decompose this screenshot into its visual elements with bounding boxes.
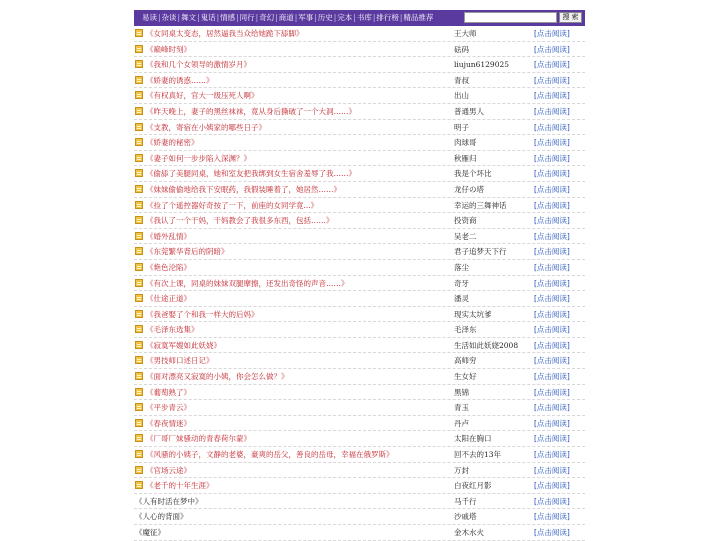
nav-separator: | xyxy=(177,13,181,22)
book-icon xyxy=(135,216,143,224)
read-link[interactable]: [点击阅读] xyxy=(534,91,570,101)
list-item xyxy=(134,229,585,245)
book-icon xyxy=(135,91,143,99)
book-icon xyxy=(135,76,143,84)
list-item xyxy=(134,135,585,151)
read-link[interactable]: [点击阅读] xyxy=(534,29,570,38)
read-link[interactable]: [点击阅读] xyxy=(534,465,570,475)
nav-separator: | xyxy=(399,13,403,22)
book-icon xyxy=(135,434,143,442)
book-title-link[interactable]: 《春夜情迷》 xyxy=(146,418,191,428)
list-item xyxy=(134,73,585,89)
book-title-link[interactable]: 《支教，寄宿在小姨家的哪些日子》 xyxy=(146,122,266,132)
read-link[interactable]: [点击阅读] xyxy=(534,434,570,444)
read-link[interactable]: [点击阅读] xyxy=(534,496,570,506)
book-author: 回不去的13年 xyxy=(454,450,502,460)
read-link[interactable]: [点击阅读] xyxy=(534,153,570,163)
book-author: liujun6129025 xyxy=(454,60,510,70)
read-link[interactable]: [点击阅读] xyxy=(534,138,570,148)
book-title-link[interactable]: 《人心的背面》 xyxy=(135,512,188,522)
read-link[interactable]: [点击阅读] xyxy=(534,200,570,210)
read-link[interactable]: [点击阅读] xyxy=(534,216,570,226)
book-title-link[interactable]: 《娇妻的诱惑……》 xyxy=(146,75,214,85)
list-item xyxy=(134,166,585,182)
book-author: 砝码 xyxy=(454,44,469,54)
book-title-link[interactable]: 《仕途正道》 xyxy=(146,294,191,304)
read-link[interactable]: [点击阅读] xyxy=(534,372,570,382)
book-title-link[interactable]: 《老千的十年生涯》 xyxy=(146,481,214,491)
book-title-link[interactable]: 《有次上课，同桌的妹妹双腿摩擦，还发出奇怪的声音……》 xyxy=(146,278,349,288)
book-author: 我是个坏比 xyxy=(454,169,492,179)
nav-separator: | xyxy=(197,13,200,22)
book-list xyxy=(134,26,585,541)
read-link[interactable]: [点击阅读] xyxy=(534,309,570,319)
book-icon xyxy=(135,356,143,364)
book-title-link[interactable]: 《偷舔了美腿同桌，她和室友把我绑到女生宿舍羞辱了我……》 xyxy=(146,169,356,179)
read-link[interactable]: [点击阅读] xyxy=(534,106,570,116)
book-author: 落尘 xyxy=(454,262,469,272)
book-title-link[interactable]: 《巅峰时刻》 xyxy=(146,44,191,54)
list-item xyxy=(134,338,585,354)
list-item xyxy=(134,151,585,167)
list-item xyxy=(134,322,585,338)
book-icon xyxy=(135,45,143,53)
read-link[interactable]: [点击阅读] xyxy=(534,60,570,70)
list-item xyxy=(134,353,585,369)
read-link[interactable]: [点击阅读] xyxy=(534,356,570,366)
read-link[interactable]: [点击阅读] xyxy=(534,512,570,522)
book-author: 黑锦 xyxy=(454,387,469,397)
book-author: 秋雁归 xyxy=(454,153,477,163)
nav-separator: | xyxy=(372,13,376,22)
read-link[interactable]: [点击阅读] xyxy=(534,294,570,304)
book-author: 生活如此妖娆2008 xyxy=(454,340,519,350)
book-author: 高师穷 xyxy=(454,356,477,366)
book-title-link[interactable]: 《面对漂亮又寂寞的小姨，你会怎么做？》 xyxy=(146,372,289,382)
read-link[interactable]: [点击阅读] xyxy=(534,418,570,428)
nav-separator: | xyxy=(294,13,298,22)
book-title-link[interactable]: 《葡萄熟了》 xyxy=(146,387,191,397)
nav-separator: | xyxy=(353,13,356,22)
list-item xyxy=(134,260,585,276)
book-icon xyxy=(135,154,143,162)
read-link[interactable]: [点击阅读] xyxy=(534,325,570,335)
book-icon xyxy=(135,403,143,411)
book-author: 君子追梦天下行 xyxy=(454,247,507,257)
book-author: 投资商 xyxy=(454,216,477,226)
book-author: 王大师 xyxy=(454,29,477,38)
book-icon xyxy=(135,185,143,193)
list-item xyxy=(134,494,585,510)
read-link[interactable]: [点击阅读] xyxy=(534,75,570,85)
list-item xyxy=(134,198,585,214)
search-button[interactable]: 搜 索 xyxy=(559,12,582,23)
nav-link[interactable]: 军事 xyxy=(298,13,314,22)
book-title-link[interactable]: 《有权真好，官大一级压死人啊》 xyxy=(146,91,259,101)
book-author: 出山 xyxy=(454,91,469,101)
book-icon xyxy=(135,60,143,68)
list-item xyxy=(134,400,585,416)
book-author: 毛泽东 xyxy=(454,325,477,335)
book-icon xyxy=(135,201,143,209)
read-link[interactable]: [点击阅读] xyxy=(534,231,570,241)
nav-link[interactable]: 完本 xyxy=(337,13,353,22)
list-item xyxy=(134,431,585,447)
list-item xyxy=(134,244,585,260)
book-title-link[interactable]: 《昨天晚上，妻子的黑丝袜袜，竟从身后撕破了一个大洞……》 xyxy=(146,106,356,116)
book-title-link[interactable]: 《我认了一个干妈，干妈教会了我很多东西，包括……》 xyxy=(146,216,334,226)
read-link[interactable]: [点击阅读] xyxy=(534,278,570,288)
book-icon xyxy=(135,232,143,240)
read-link[interactable]: [点击阅读] xyxy=(534,44,570,54)
book-icon xyxy=(135,310,143,318)
book-author: 奇牙 xyxy=(454,278,469,288)
book-author: 生女好 xyxy=(454,372,477,382)
book-icon xyxy=(135,388,143,396)
nav-link[interactable]: 奇幻 xyxy=(259,13,275,22)
nav-link[interactable]: 杂谈 xyxy=(161,13,177,22)
list-item xyxy=(134,104,585,120)
read-link[interactable]: [点击阅读] xyxy=(534,262,570,272)
list-item xyxy=(134,213,585,229)
book-icon xyxy=(135,419,143,427)
book-title-link[interactable]: 《人有时活在梦中》 xyxy=(135,496,203,506)
book-author: 幸运的三舞神话 xyxy=(454,200,507,210)
book-author: 丹卢 xyxy=(454,418,469,428)
read-link[interactable]: [点击阅读] xyxy=(534,340,570,350)
book-author: 马千行 xyxy=(454,496,477,506)
book-icon xyxy=(135,294,143,302)
list-item xyxy=(134,57,585,73)
list-item xyxy=(134,42,585,58)
book-author: 吴老二 xyxy=(454,231,477,241)
book-title-link[interactable]: 《男技师口述日记》 xyxy=(146,356,214,366)
list-item xyxy=(134,509,585,525)
list-item xyxy=(134,525,585,541)
book-icon xyxy=(135,247,143,255)
book-icon xyxy=(135,466,143,474)
book-icon xyxy=(135,263,143,271)
book-icon xyxy=(135,169,143,177)
nav-link[interactable]: 商道 xyxy=(278,13,294,22)
nav-link[interactable]: 书库 xyxy=(356,13,372,22)
book-title-link[interactable]: 《风骚的小姨子，文静的老婆，豪爽的岳父，善良的岳母，幸福在俄罗斯》 xyxy=(146,450,394,460)
list-item xyxy=(134,307,585,323)
book-author: 潘灵 xyxy=(454,294,469,304)
book-author: 沙戚塔 xyxy=(454,512,477,522)
book-icon xyxy=(135,29,143,37)
book-author: 普通男人 xyxy=(454,106,484,116)
book-title-link[interactable]: 《妹妹偷偷地给我下安眠药，我假装睡着了，她居然……》 xyxy=(146,184,341,194)
nav-separator: | xyxy=(158,13,161,22)
book-title-link[interactable]: 《东莞繁华背后的阴暗》 xyxy=(146,247,229,257)
book-title-link[interactable]: 《婚外乱情》 xyxy=(146,231,191,241)
read-link[interactable]: [点击阅读] xyxy=(534,184,570,194)
book-author: 龙仔の塔 xyxy=(454,184,484,194)
top-nav-bar xyxy=(134,10,585,26)
book-author: 现实太坑爹 xyxy=(454,309,492,319)
book-title-link[interactable]: 《厂哥厂妹骚动的青春荷尔蒙》 xyxy=(146,434,251,444)
book-title-link[interactable]: 《我和几个女领导的激情岁月》 xyxy=(146,60,251,70)
nav-link[interactable]: 同行 xyxy=(239,13,255,22)
book-author: 青玉 xyxy=(454,403,469,413)
read-link[interactable]: [点击阅读] xyxy=(534,450,570,460)
book-icon xyxy=(135,279,143,287)
nav-separator: | xyxy=(275,13,278,22)
list-item xyxy=(134,447,585,463)
list-item xyxy=(134,182,585,198)
book-title-link[interactable]: 《平步青云》 xyxy=(146,403,191,413)
nav-separator: | xyxy=(216,13,220,22)
list-item xyxy=(134,385,585,401)
book-title-link[interactable]: 《毛泽东选集》 xyxy=(146,325,199,335)
nav-link[interactable]: 鬼话 xyxy=(200,13,216,22)
list-item xyxy=(134,463,585,479)
list-item xyxy=(134,88,585,104)
book-title-link[interactable]: 《魔征》 xyxy=(135,528,165,537)
nav-link[interactable]: 历史 xyxy=(317,13,333,22)
book-author: 明子 xyxy=(454,122,469,132)
nav-separator: | xyxy=(236,13,239,22)
book-author: 青叔 xyxy=(454,75,469,85)
nav-separator: | xyxy=(333,13,337,22)
read-link[interactable]: [点击阅读] xyxy=(534,528,570,537)
book-title-link[interactable]: 《我爸娶了个和我一样大的后妈》 xyxy=(146,309,259,319)
book-author: 太阳在胸口 xyxy=(454,434,492,444)
nav-link[interactable]: 易读 xyxy=(142,13,157,22)
book-author: 万封 xyxy=(454,465,469,475)
book-icon xyxy=(135,372,143,380)
nav-links xyxy=(142,10,433,26)
list-item xyxy=(134,291,585,307)
list-item xyxy=(134,369,585,385)
nav-link[interactable]: 排行榜 xyxy=(376,13,399,22)
book-author: 金木水火 xyxy=(454,528,484,537)
book-title-link[interactable]: 《捡了个遥控器好奇按了一下，前座的女同学竟...》 xyxy=(146,200,319,210)
read-link[interactable]: [点击阅读] xyxy=(534,481,570,491)
list-item xyxy=(134,478,585,494)
read-link[interactable]: [点击阅读] xyxy=(534,169,570,179)
book-title-link[interactable]: 《娇妻的秘密》 xyxy=(146,138,199,148)
book-author: 肉球哥 xyxy=(454,138,477,148)
book-title-link[interactable]: 《官场云途》 xyxy=(146,465,191,475)
search-input[interactable] xyxy=(464,12,557,23)
nav-separator: | xyxy=(255,13,259,22)
book-icon xyxy=(135,325,143,333)
read-link[interactable]: [点击阅读] xyxy=(534,247,570,257)
book-icon xyxy=(135,123,143,131)
book-title-link[interactable]: 《妻子如何一步步陷入深渊？》 xyxy=(146,153,251,163)
book-icon xyxy=(135,138,143,146)
book-icon xyxy=(135,450,143,458)
nav-link[interactable]: 舞文 xyxy=(181,13,197,22)
book-title-link[interactable]: 《寂寞军嫂如此妖娆》 xyxy=(146,340,221,350)
book-title-link[interactable]: 《女同桌太变态，居然逼我当众给她跪下舔脚》 xyxy=(146,29,304,38)
nav-link[interactable]: 情感 xyxy=(220,13,236,22)
nav-link[interactable]: 精品推荐 xyxy=(403,13,434,22)
list-item xyxy=(134,26,585,42)
book-icon xyxy=(135,481,143,489)
list-item xyxy=(134,120,585,136)
read-link[interactable]: [点击阅读] xyxy=(534,387,570,397)
book-icon xyxy=(135,107,143,115)
list-item xyxy=(134,276,585,292)
book-title-link[interactable]: 《艳色沦陷》 xyxy=(146,262,191,272)
read-link[interactable]: [点击阅读] xyxy=(534,122,570,132)
book-icon xyxy=(135,341,143,349)
list-item xyxy=(134,416,585,432)
read-link[interactable]: [点击阅读] xyxy=(534,403,570,413)
nav-separator: | xyxy=(314,13,317,22)
book-author: 白夜红月影 xyxy=(454,481,492,491)
